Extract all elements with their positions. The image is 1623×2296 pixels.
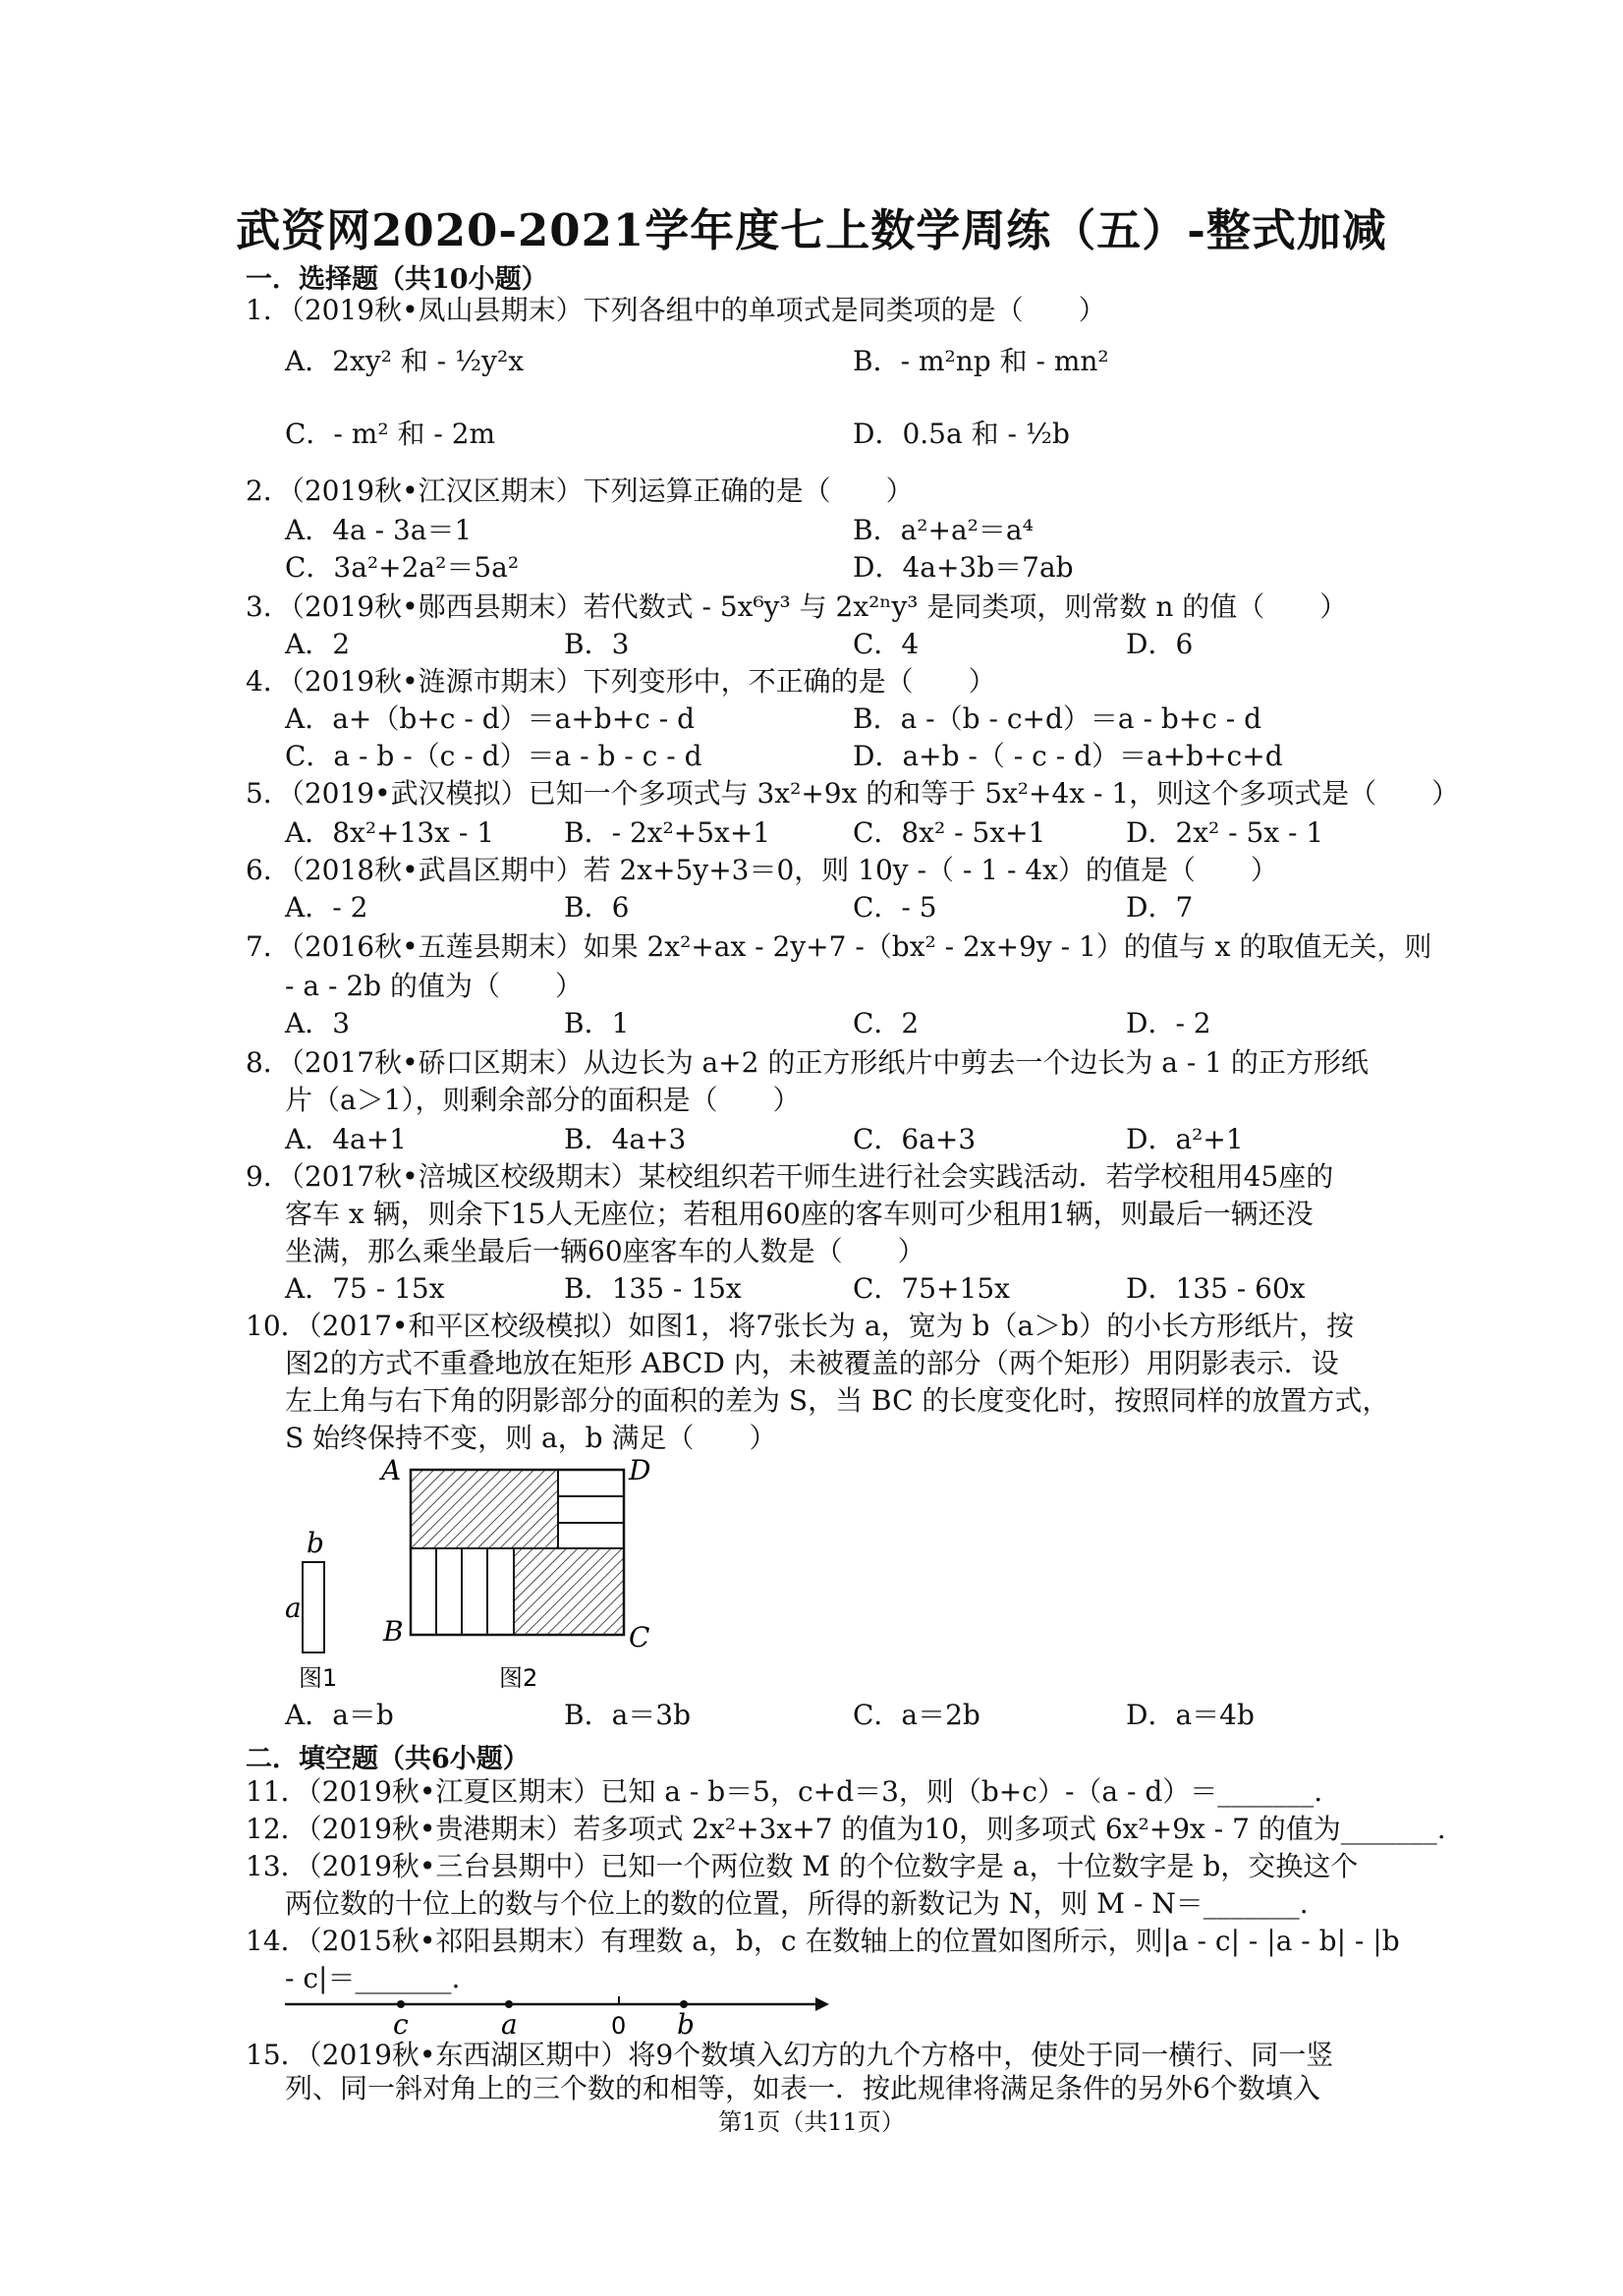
question-11-stem: 11．（2019秋•江夏区期末）已知 a - b＝5，c+d＝3，则（b+c）-（a - d）＝_______. — [246, 1775, 1323, 1808]
q6-option-d: D．7 — [1126, 891, 1194, 924]
figure-2 — [371, 1454, 696, 1692]
question-3-stem: 3．（2019秋•郧西县期末）若代数式 - 5x⁶y³ 与 2x²ⁿy³ 是同类项，则常数 n 的值（ ） — [246, 590, 1348, 623]
question-13-stem: 13．（2019秋•三台县期中）已知一个两位数 M 的个位数字是 a，十位数字是 b，交换这个 — [246, 1850, 1359, 1882]
question-13-stem-cont: 两位数的十位上的数与个位上的数的位置，所得的新数记为 N，则 M - N＝_______. — [285, 1887, 1309, 1920]
q8-option-a: A．4a+1 — [285, 1123, 408, 1155]
page-title: 武资网2020-2021学年度七上数学周练（五）-整式加减 — [236, 204, 1387, 256]
fig2-label-d: D — [629, 1454, 651, 1486]
fig2-caption: 图2 — [499, 1664, 538, 1692]
question-10-stem: 10．（2017•和平区校级模拟）如图1，将7张长为 a，宽为 b（a＞b）的小长方形纸片，按 — [246, 1310, 1355, 1342]
q8-option-d: D．a²+1 — [1126, 1123, 1244, 1155]
fig2-label-c: C — [629, 1621, 650, 1653]
q2-option-d: D．4a+3b＝7ab — [853, 551, 1074, 584]
question-2-stem: 2．（2019秋•江汉区期末）下列运算正确的是（ ） — [246, 475, 914, 507]
q2-option-a: A．4a - 3a＝1 — [285, 514, 473, 546]
small-rectangle — [303, 1562, 324, 1652]
question-9-stem-cont: 客车 x 辆，则余下15人无座位；若租用60座的客车则可少租用1辆，则最后一辆还没 — [285, 1198, 1314, 1230]
question-12-stem: 12．（2019秋•贵港期末）若多项式 2x²+3x+7 的值为10，则多项式 6x²+9x - 7 的值为_______. — [246, 1813, 1446, 1845]
q10-option-d: D．a＝4b — [1126, 1699, 1255, 1731]
axis-label-a: a — [501, 2008, 518, 2041]
q4-option-a: A．a+（b+c - d）＝a+b+c - d — [285, 702, 696, 735]
q3-option-a: A．2 — [285, 628, 351, 660]
q3-option-b: B．3 — [564, 628, 630, 660]
page-footer: 第1页（共11页） — [718, 2108, 905, 2136]
fig2-label-b: B — [383, 1615, 404, 1648]
q4-option-d: D．a+b -（ - c - d）＝a+b+c+d — [853, 740, 1283, 772]
fig2-label-a: A — [381, 1454, 402, 1486]
question-14-stem: 14．（2015秋•祁阳县期末）有理数 a，b，c 在数轴上的位置如图所示，则|a - c| - |a - b| - |b — [246, 1925, 1400, 1957]
fig1-label-a: a — [285, 1592, 302, 1624]
question-15-stem: 15．（2019秋•东西湖区期中）将9个数填入幻方的九个方格中，使处于同一横行、同一竖 — [246, 2039, 1334, 2071]
q8-option-c: C．6a+3 — [853, 1123, 977, 1155]
q6-option-b: B．6 — [564, 891, 630, 924]
q6-option-c: C．- 5 — [853, 891, 937, 924]
q3-option-c: C．4 — [853, 628, 920, 660]
q1-option-a: A．2xy² 和 - ½y²x — [285, 345, 525, 377]
fig1-caption: 图1 — [299, 1664, 338, 1692]
question-15-stem-cont: 列、同一斜对角上的三个数的和相等，如表一．按此规律将满足条件的另外6个数填入 — [285, 2072, 1320, 2104]
q9-option-b: B．135 - 15x — [564, 1272, 742, 1305]
q7-option-b: B．1 — [564, 1007, 630, 1039]
q6-option-a: A．- 2 — [285, 891, 368, 924]
question-7-stem-cont: - a - 2b 的值为（ ） — [285, 970, 583, 1002]
question-4-stem: 4．（2019秋•涟源市期末）下列变形中，不正确的是（ ） — [246, 665, 996, 698]
q2-option-c: C．3a²+2a²＝5a² — [285, 551, 520, 584]
q10-option-b: B．a＝3b — [564, 1699, 692, 1731]
q7-option-d: D．- 2 — [1126, 1007, 1211, 1039]
section-heading-choice: 一．选择题（共10小题） — [246, 264, 548, 295]
question-7-stem: 7．（2016秋•五莲县期末）如果 2x²+ax - 2y+7 -（bx² - 2x+9y - 1）的值与 x 的取值无关，则 — [246, 930, 1432, 963]
q7-option-a: A．3 — [285, 1007, 351, 1039]
shaded-bottom-right — [514, 1548, 624, 1635]
q9-option-c: C．75+15x — [853, 1272, 1010, 1305]
q4-option-c: C．a - b -（c - d）＝a - b - c - d — [285, 740, 702, 772]
arrow-right-icon — [815, 1997, 829, 2011]
q3-option-d: D．6 — [1126, 628, 1194, 660]
q5-option-c: C．8x² - 5x+1 — [853, 816, 1046, 849]
fig1-label-b: b — [307, 1527, 324, 1559]
question-5-stem: 5．（2019•武汉模拟）已知一个多项式与 3x²+9x 的和等于 5x²+4x - 1，则这个多项式是（ ） — [246, 777, 1460, 810]
axis-label-zero: 0 — [611, 2012, 627, 2040]
q10-option-a: A．a＝b — [285, 1699, 394, 1731]
q5-option-b: B．- 2x²+5x+1 — [564, 816, 771, 849]
q5-option-a: A．8x²+13x - 1 — [285, 816, 495, 849]
q5-option-d: D．2x² - 5x - 1 — [1126, 816, 1324, 849]
axis-label-b: b — [677, 2008, 695, 2041]
q1-option-b: B．- m²np 和 - mn² — [853, 345, 1109, 377]
q4-option-b: B．a -（b - c+d）＝a - b+c - d — [853, 702, 1262, 735]
axis-label-c: c — [393, 2008, 409, 2041]
question-10-stem-cont2: 左上角与右下角的阴影部分的面积的差为 S，当 BC 的长度变化时，按照同样的放置方式， — [285, 1384, 1390, 1417]
question-10-stem-cont: 图2的方式不重叠地放在矩形 ABCD 内，未被覆盖的部分（两个矩形）用阴影表示．设 — [285, 1347, 1339, 1379]
number-line — [285, 1992, 835, 2042]
q7-option-c: C．2 — [853, 1007, 920, 1039]
q2-option-b: B．a²+a²＝a⁴ — [853, 514, 1034, 546]
question-14-stem-cont: - c|＝_______. — [285, 1962, 461, 1994]
question-9-stem: 9．（2017秋•涪城区校级期末）某校组织若干师生进行社会实践活动．若学校租用45座的 — [246, 1160, 1334, 1193]
question-8-stem: 8．（2017秋•硚口区期末）从边长为 a+2 的正方形纸片中剪去一个边长为 a - 1 的正方形纸 — [246, 1046, 1369, 1079]
q9-option-d: D．135 - 60x — [1126, 1272, 1306, 1305]
figure-1 — [285, 1523, 354, 1690]
q1-option-d: D．0.5a 和 - ½b — [853, 418, 1070, 450]
q10-option-c: C．a＝2b — [853, 1699, 980, 1731]
question-8-stem-cont: 片（a＞1），则剩余部分的面积是（ ） — [285, 1084, 801, 1116]
q8-option-b: B．4a+3 — [564, 1123, 687, 1155]
q1-option-c: C．- m² 和 - 2m — [285, 418, 496, 450]
question-10-stem-cont3: S 始终保持不变，则 a，b 满足（ ） — [285, 1422, 777, 1454]
shaded-top-left — [411, 1470, 558, 1548]
section-heading-fill: 二．填空题（共6小题） — [246, 1744, 530, 1774]
q9-option-a: A．75 - 15x — [285, 1272, 445, 1305]
question-1-stem: 1．（2019秋•凤山县期末）下列各组中的单项式是同类项的是（ ） — [246, 294, 1106, 326]
question-6-stem: 6．（2018秋•武昌区期中）若 2x+5y+3＝0，则 10y -（ - 1 - 4x）的值是（ ） — [246, 854, 1278, 886]
question-9-stem-cont2: 坐满，那么乘坐最后一辆60座客车的人数是（ ） — [285, 1235, 925, 1267]
